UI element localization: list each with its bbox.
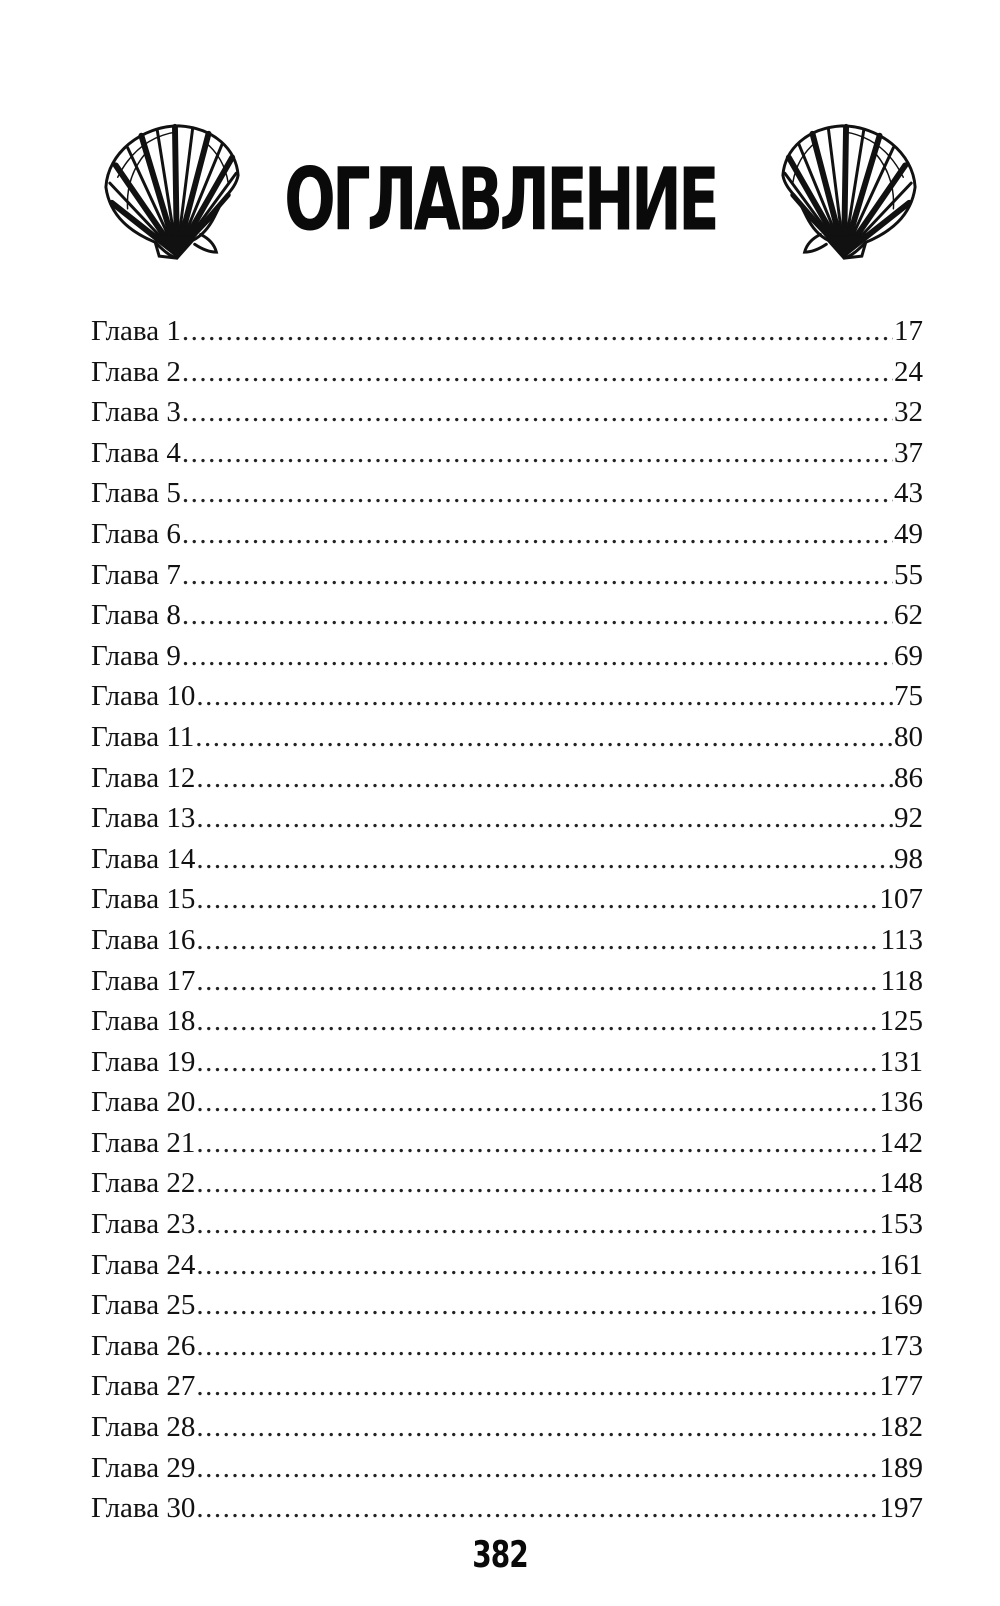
toc-entry[interactable] [91, 798, 923, 839]
dot-leader [182, 555, 893, 596]
table-of-contents [91, 311, 923, 1529]
dot-leader [196, 1163, 878, 1204]
toc-entry[interactable] [91, 1407, 923, 1448]
dot-leader [182, 311, 893, 352]
chapter-title: Глава 24 [91, 1248, 196, 1281]
dot-leader [196, 758, 893, 799]
chapter-title: Глава 11 [91, 720, 195, 753]
chapter-title: Глава 6 [91, 517, 181, 550]
toc-entry[interactable] [91, 514, 923, 555]
dot-leader [182, 392, 893, 433]
chapter-title: Глава 8 [91, 599, 181, 632]
chapter-title: Глава 30 [91, 1492, 196, 1525]
dot-leader [196, 1001, 878, 1042]
toc-entry[interactable] [91, 433, 923, 474]
dot-leader [196, 798, 893, 839]
dot-leader [196, 1366, 878, 1407]
chapter-page-number: 197 [879, 1492, 923, 1525]
chapter-page-number: 49 [894, 517, 923, 550]
chapter-title: Глава 23 [91, 1208, 196, 1241]
chapter-page-number: 75 [894, 680, 923, 713]
chapter-page-number: 177 [879, 1370, 923, 1403]
chapter-title: Глава 25 [91, 1289, 196, 1322]
dot-leader [196, 1488, 878, 1529]
chapter-page-number: 69 [894, 639, 923, 672]
toc-entry[interactable] [91, 839, 923, 880]
toc-entry[interactable] [91, 636, 923, 677]
chapter-page-number: 142 [879, 1126, 923, 1159]
chapter-title: Глава 26 [91, 1329, 196, 1362]
chapter-page-number: 113 [880, 923, 923, 956]
dot-leader [182, 352, 893, 393]
scallop-shell-icon [775, 118, 923, 266]
chapter-title: Глава 27 [91, 1370, 196, 1403]
page-number: 382 [472, 1533, 528, 1576]
toc-entry[interactable] [91, 1245, 923, 1286]
dot-leader [182, 636, 893, 677]
dot-leader [182, 433, 893, 474]
chapter-page-number: 189 [879, 1451, 923, 1484]
dot-leader [196, 839, 893, 880]
dot-leader [196, 1042, 878, 1083]
chapter-page-number: 62 [894, 599, 923, 632]
toc-entry[interactable] [91, 879, 923, 920]
dot-leader [196, 1285, 878, 1326]
toc-entry[interactable] [91, 961, 923, 1002]
chapter-title: Глава 22 [91, 1167, 196, 1200]
chapter-title: Глава 1 [91, 315, 181, 347]
chapter-page-number: 98 [894, 842, 923, 875]
dot-leader [182, 595, 893, 636]
chapter-page-number: 37 [894, 436, 923, 469]
chapter-title: Глава 13 [91, 802, 196, 835]
chapter-title: Глава 16 [91, 923, 196, 956]
toc-entry[interactable] [91, 473, 923, 514]
toc-entry[interactable] [91, 920, 923, 961]
toc-entry[interactable] [91, 1163, 923, 1204]
chapter-page-number: 17 [894, 315, 923, 347]
dot-leader [195, 717, 893, 758]
chapter-page-number: 173 [879, 1329, 923, 1362]
chapter-page-number: 125 [879, 1005, 923, 1038]
chapter-page-number: 80 [894, 720, 923, 753]
contents-header [0, 118, 1000, 268]
dot-leader [196, 961, 879, 1002]
toc-entry[interactable] [91, 555, 923, 596]
toc-entry[interactable] [91, 1204, 923, 1245]
toc-entry[interactable] [91, 758, 923, 799]
chapter-page-number: 107 [879, 883, 923, 916]
chapter-title: Глава 14 [91, 842, 196, 875]
toc-entry[interactable] [91, 1082, 923, 1123]
chapter-page-number: 43 [894, 477, 923, 510]
chapter-title: Глава 15 [91, 883, 196, 916]
chapter-page-number: 136 [879, 1086, 923, 1119]
toc-entry[interactable] [91, 1488, 923, 1529]
toc-entry[interactable] [91, 717, 923, 758]
dot-leader [196, 1448, 878, 1489]
chapter-page-number: 24 [894, 355, 923, 388]
chapter-title: Глава 19 [91, 1045, 196, 1078]
toc-entry[interactable] [91, 1326, 923, 1367]
chapter-title: Глава 7 [91, 558, 181, 591]
chapter-title: Глава 12 [91, 761, 196, 794]
toc-entry[interactable] [91, 1001, 923, 1042]
dot-leader [196, 1123, 878, 1164]
dot-leader [196, 1204, 878, 1245]
toc-entry[interactable] [91, 676, 923, 717]
chapter-title: Глава 2 [91, 355, 181, 388]
dot-leader [196, 920, 879, 961]
toc-entry[interactable] [91, 1123, 923, 1164]
chapter-page-number: 169 [879, 1289, 923, 1322]
dot-leader [196, 1082, 878, 1123]
chapter-page-number: 118 [880, 964, 923, 997]
chapter-title: Глава 9 [91, 639, 181, 672]
page-title: ОГЛАВЛЕНИЕ [284, 151, 716, 251]
chapter-title: Глава 10 [91, 680, 196, 713]
toc-entry[interactable] [91, 1285, 923, 1326]
dot-leader [196, 676, 893, 717]
dot-leader [196, 879, 878, 920]
chapter-title: Глава 4 [91, 436, 181, 469]
chapter-page-number: 32 [894, 396, 923, 429]
chapter-title: Глава 5 [91, 477, 181, 510]
chapter-page-number: 55 [894, 558, 923, 591]
chapter-page-number: 153 [879, 1208, 923, 1241]
chapter-title: Глава 17 [91, 964, 196, 997]
chapter-title: Глава 28 [91, 1411, 196, 1444]
toc-entry[interactable] [91, 392, 923, 433]
chapter-title: Глава 3 [91, 396, 181, 429]
scallop-shell-icon [98, 118, 246, 266]
chapter-page-number: 161 [879, 1248, 923, 1281]
chapter-title: Глава 20 [91, 1086, 196, 1119]
chapter-title: Глава 29 [91, 1451, 196, 1484]
toc-entry[interactable] [91, 1366, 923, 1407]
toc-entry[interactable] [91, 311, 923, 352]
chapter-title: Глава 18 [91, 1005, 196, 1038]
chapter-page-number: 92 [894, 802, 923, 835]
chapter-title: Глава 21 [91, 1126, 196, 1159]
toc-entry[interactable] [91, 1042, 923, 1083]
dot-leader [196, 1245, 878, 1286]
chapter-page-number: 131 [879, 1045, 923, 1078]
chapter-page-number: 182 [879, 1411, 923, 1444]
chapter-page-number: 86 [894, 761, 923, 794]
dot-leader [196, 1407, 878, 1448]
toc-entry[interactable] [91, 595, 923, 636]
chapter-page-number: 148 [879, 1167, 923, 1200]
toc-entry[interactable] [91, 1448, 923, 1489]
toc-entry[interactable] [91, 352, 923, 393]
dot-leader [182, 473, 893, 514]
dot-leader [182, 514, 893, 555]
dot-leader [196, 1326, 878, 1367]
